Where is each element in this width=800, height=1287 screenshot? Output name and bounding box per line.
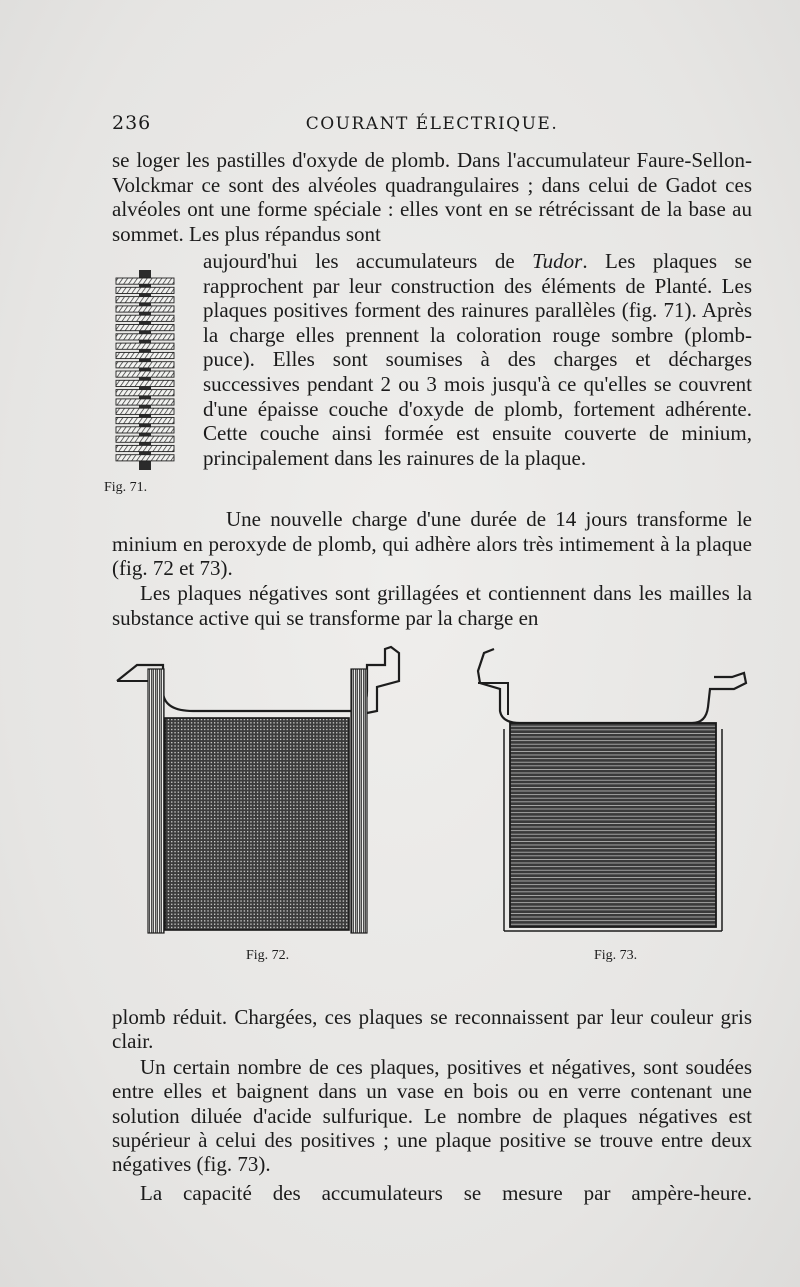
fig71-rib (116, 418, 174, 424)
fig71-rib (116, 278, 174, 284)
fig71-rib (116, 408, 174, 414)
fig71-illustration (110, 268, 180, 473)
page-number: 236 (112, 112, 152, 134)
fig71-rib (116, 306, 174, 312)
paragraph-5: Un certain nombre de ces plaques, positives et négatives, sont soudées entre elles et baignent dans un vase en bois ou en verre contenant une solution diluée d'acide sulfurique. Le nombre de plaques négatives est supérieur à celui des positives ; une plaque positive se trouve entre deux négatives (fig. 73). (112, 1055, 752, 1177)
fig72-illustration (115, 643, 405, 943)
paragraph-4: plomb réduit. Chargées, ces plaques se reconnaissent par leur couleur gris clair. (112, 1005, 752, 1053)
paragraph-1-wrap: aujourd'hui les accumulateurs de Tudor. Les plaques se rapprochent par leur construction des éléments de Planté. Les plaques positives forment des rainures parallèles (fig. 71). Après la charge elles prennent la coloration rouge sombre (plomb-puce). Elles sont soumises à des charges et décharges successives pendant 2 ou 3 mois jusqu'à ce qu'elles se couvrent d'une épaisse couche d'oxyde de plomb, fortement adhérente. Cette couche ainsi formée est ensuite couverte de minium, principalement dans les rainures de la plaque. (203, 249, 752, 470)
fig71-rib (116, 436, 174, 442)
paragraph-6: La capacité des accumulateurs se mesure par ampère-heure. (140, 1181, 752, 1205)
fig71-rib (116, 334, 174, 340)
fig71-rib (116, 445, 174, 451)
running-title: COURANT ÉLECTRIQUE. (305, 114, 559, 134)
fig71-rib (116, 343, 174, 349)
fig71-rib (116, 315, 174, 321)
tudor-name: Tudor (532, 249, 583, 273)
fig71-rib (116, 362, 174, 368)
page-header (112, 112, 752, 138)
fig71-caption: Fig. 71. (104, 480, 148, 495)
fig71-rib (116, 325, 174, 331)
fig71-rib (116, 371, 174, 377)
fig71-rib (116, 297, 174, 303)
fig71-rib (116, 390, 174, 396)
paragraph-3: Les plaques négatives sont grillagées et contiennent dans les mailles la substance active qui se transforme par la charge en (112, 581, 752, 630)
fig71-rib (116, 427, 174, 433)
fig71-rib (116, 380, 174, 386)
paragraph-1-top: se loger les pastilles d'oxyde de plomb. Dans l'accumulateur Faure-Sellon-Volckmar ce sont des alvéoles quadrangulaires ; dans celui de Gadot ces alvéoles ont une forme spéciale : elles vont en se rétrécissant de la base au sommet. Les plus répandus sont (112, 148, 752, 246)
fig71-rib (116, 352, 174, 358)
fig71-rib (116, 455, 174, 461)
fig73-caption: Fig. 73. (594, 948, 638, 963)
paragraph-2: Une nouvelle charge d'une durée de 14 jours transforme le minium en peroxyde de plomb, qui adhère alors très intimement à la plaque (fig. 72 et 73). (112, 507, 752, 581)
fig71-rib (116, 399, 174, 405)
fig73-illustration (470, 643, 750, 943)
fig71-rib (116, 287, 174, 293)
fig72-caption: Fig. 72. (246, 948, 290, 963)
